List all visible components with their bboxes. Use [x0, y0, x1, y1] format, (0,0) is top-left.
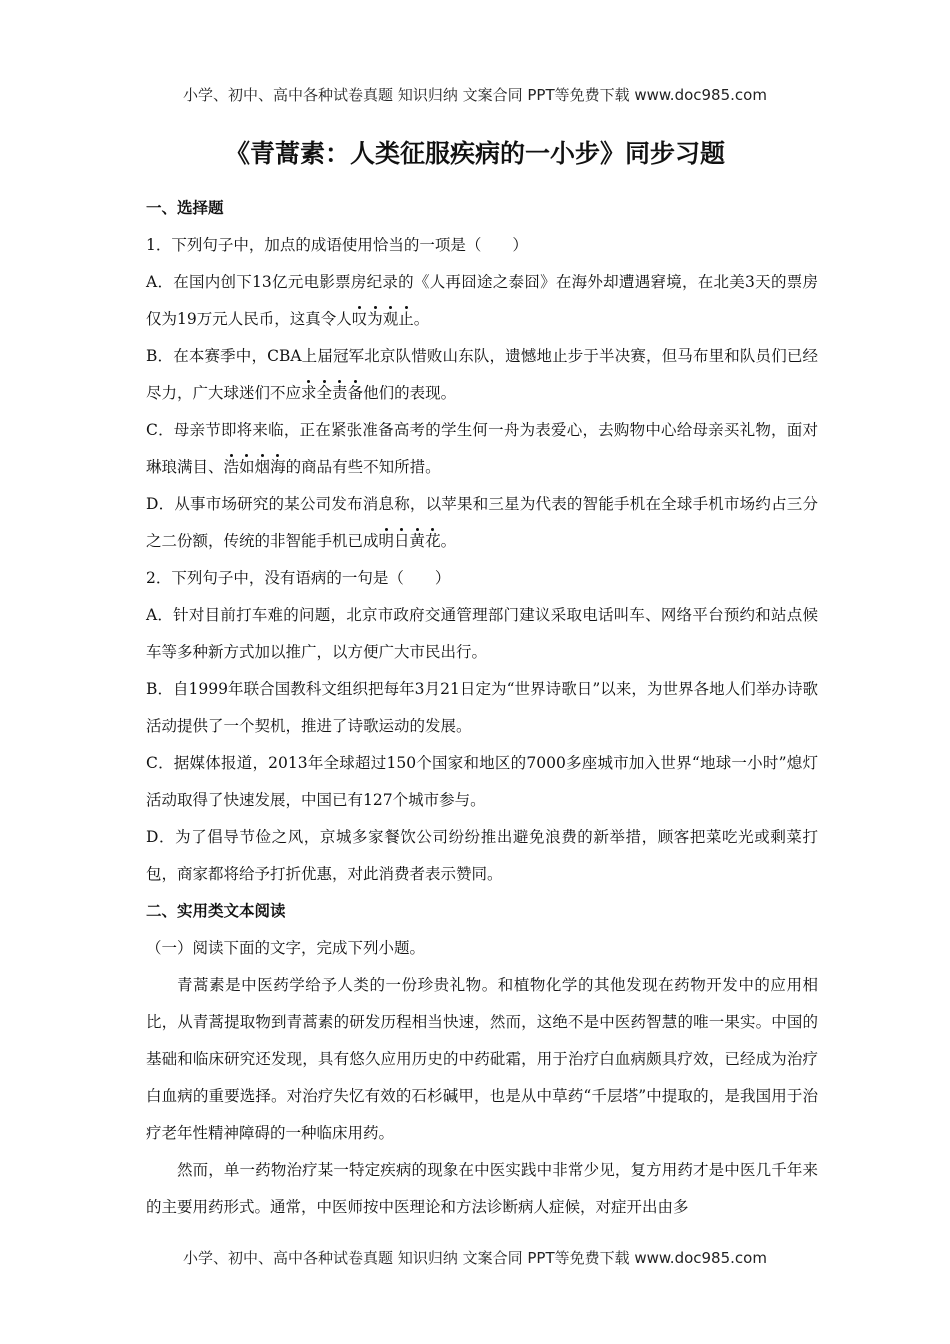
reading-paragraph-1: 青蒿素是中医药学给予人类的一份珍贵礼物。和植物化学的其他发现在药物开发中的应用相比，从青蒿提取物到青蒿素的研发历程相当快速，然而，这绝不是中医药智慧的唯一果实。中国的基础和临床研究还发现，具有悠久应用历史的中药砒霜，用于治疗白血病颇具疗效，已经成为治疗白血病的重要选择。对治疗失忆有效的石杉碱甲，也是从中草药“千层塔”中提取的，是我国用于治疗老年性精神障碍的一种临床用药。 — [146, 976, 818, 1142]
question-stem: 1．下列句子中，加点的成语使用恰当的一项是（ ） — [146, 236, 528, 254]
option-b: B．自1999年联合国教科文组织把每年3月21日定为“世界诗歌日”以来，为世界各地人们举办诗歌活动提供了一个契机，推进了诗歌运动的发展。 — [146, 680, 818, 735]
option-a: A．在国内创下13亿元电影票房纪录的《人再囧途之泰囧》在海外却遭遇窘境，在北美3天的票房仅为19万元人民币，这真令人叹为观止。 — [146, 273, 818, 328]
option-c: C．母亲节即将来临，正在紧张准备高考的学生何一舟为表爱心，去购物中心给母亲买礼物，面对琳琅满目、浩如烟海的商品有些不知所措。 — [146, 421, 818, 476]
dotted-idiom: 浩如烟海 — [223, 458, 286, 476]
document-body — [146, 190, 818, 1226]
question-1 — [146, 227, 818, 560]
section-heading-choice: 一、选择题 — [146, 199, 224, 217]
dotted-idiom: 叹为观止 — [351, 310, 414, 328]
page-footer: 小学、初中、高中各种试卷真题 知识归纳 文案合同 PPT等免费下载 www.doc985.com — [183, 1249, 767, 1267]
question-2 — [146, 560, 818, 893]
option-a: A．针对目前打车难的问题，北京市政府交通管理部门建议采取电话叫车、网络平台预约和站点候车等多种新方式加以推广，以方便广大市民出行。 — [146, 606, 818, 661]
option-b: B．在本赛季中，CBA上届冠军北京队惜败山东队，遗憾地止步于半决赛，但马布里和队员们已经尽力，广大球迷们不应求全责备他们的表现。 — [146, 347, 818, 402]
section-heading-reading: 二、实用类文本阅读 — [146, 902, 286, 920]
question-stem: 2．下列句子中，没有语病的一句是（ ） — [146, 569, 451, 587]
option-d: D．从事市场研究的某公司发布消息称，以苹果和三星为代表的智能手机在全球手机市场约占三分之二份额，传统的非智能手机已成明日黄花。 — [146, 495, 818, 550]
dotted-idiom: 明日黄花 — [378, 532, 441, 550]
reading-intro: （一）阅读下面的文字，完成下列小题。 — [146, 939, 426, 957]
page-header: 小学、初中、高中各种试卷真题 知识归纳 文案合同 PPT等免费下载 www.doc985.com — [183, 86, 767, 104]
dotted-idiom: 求全责备 — [301, 384, 364, 402]
reading-paragraph-2: 然而，单一药物治疗某一特定疾病的现象在中医实践中非常少见，复方用药才是中医几千年来的主要用药形式。通常，中医师按中医理论和方法诊断病人症候，对症开出由多 — [146, 1161, 818, 1216]
page-title: 《青蒿素：人类征服疾病的一小步》同步习题 — [224, 139, 725, 168]
option-d: D．为了倡导节俭之风，京城多家餐饮公司纷纷推出避免浪费的新举措，顾客把菜吃光或剩菜打包，商家都将给予打折优惠，对此消费者表示赞同。 — [146, 828, 818, 883]
option-c: C．据媒体报道，2013年全球超过150个国家和地区的7000多座城市加入世界“地球一小时”熄灯活动取得了快速发展，中国已有127个城市参与。 — [146, 754, 818, 809]
